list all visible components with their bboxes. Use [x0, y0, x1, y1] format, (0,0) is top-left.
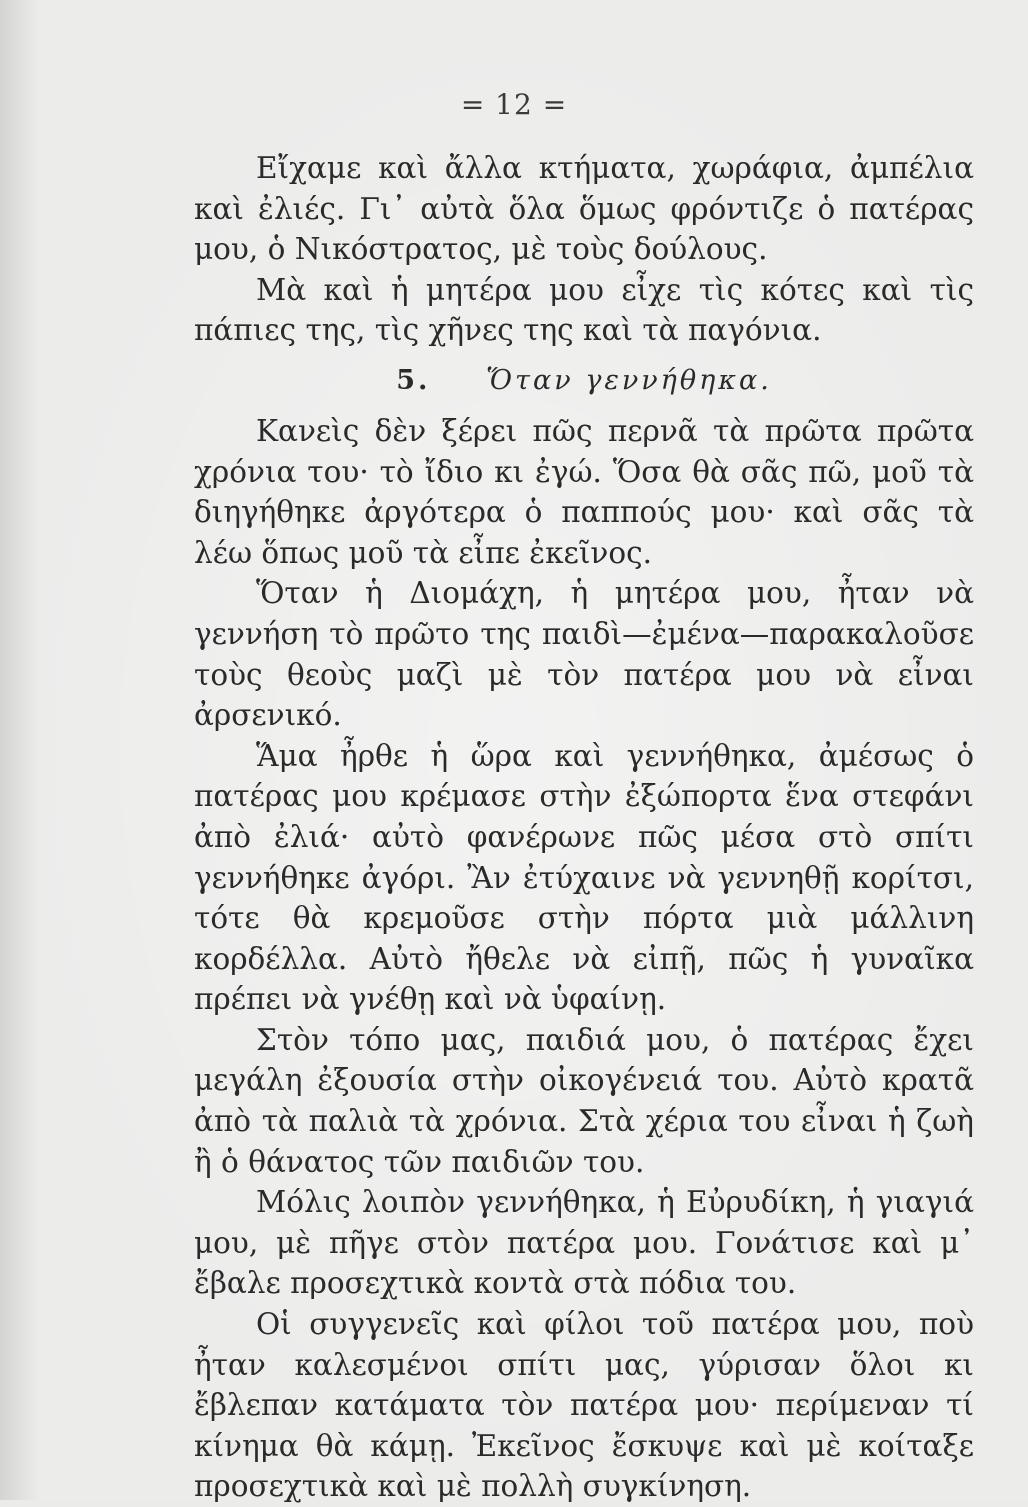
paragraph: Οἱ συγγενεῖς καὶ φίλοι τοῦ πατέρα μου, ποὺ ἦταν καλεσμένοι σπίτι μας, γύρισαν ὅλοι κι ἔβλεπαν κατάματα τὸν πατέρα μου· περίμεναν τί κίνημα θὰ κάμῃ. Ἐκεῖνος ἔσκυψε καὶ μὲ κοίταξε προσεχτικὰ καὶ μὲ πολλὴ συγκίνηση.: [194, 1307, 974, 1504]
section-number: 5.: [396, 364, 431, 396]
paragraph: Εἴχαμε καὶ ἄλλα κτήματα, χωράφια, ἀμπέλια καὶ ἐλιές. Γι᾽ αὐτὰ ὅλα ὅμως φρόντιζε ὁ πατέρας μου, ὁ Νικόστρατος, μὲ τοὺς δούλους.: [194, 151, 974, 267]
page-number: = 12 =: [460, 88, 568, 121]
paragraph: Στὸν τόπο μας, παιδιά μου, ὁ πατέρας ἔχει μεγάλη ἐξουσία στὴν οἰκογένειά του. Αὐτὸ κρατᾶ ἀπὸ τὰ παλιὰ τὰ χρόνια. Στὰ χέρια του εἶναι ἡ ζωὴ ἢ ὁ θάνατος τῶν παιδιῶν του.: [194, 1022, 974, 1179]
section-heading: [194, 365, 974, 397]
paragraph: Μόλις λοιπὸν γεννήθηκα, ἡ Εὐρυδίκη, ἡ γιαγιά μου, μὲ πῆγε στὸν πατέρα μου. Γονάτισε καὶ μ᾽ ἔβαλε προσεχτικὰ κοντὰ στὰ πόδια του.: [194, 1185, 974, 1301]
paragraph: Κανεὶς δὲν ξέρει πῶς περνᾶ τὰ πρῶτα πρῶτα χρόνια του· τὸ ἴδιο κι ἐγώ. Ὅσα θὰ σᾶς πῶ, μοῦ τὰ διηγήθηκε ἀργότερα ὁ παππούς μου· καὶ σᾶς τὰ λέω ὅπως μοῦ τὰ εἶπε ἐκεῖνος.: [194, 413, 974, 570]
paragraph: Ὅταν ἡ Διομάχη, ἡ μητέρα μου, ἦταν νὰ γεννήση τὸ πρῶτο της παιδὶ—ἐμένα—παρακαλοῦσε τοὺς θεοὺς μαζὶ μὲ τὸν πατέρα μου νὰ εἶναι ἀρσενικό.: [194, 576, 974, 733]
body-text: [194, 148, 974, 1507]
section-title: Ὅταν γεννήθηκα.: [486, 364, 772, 396]
page-edge-shadow: [0, 0, 40, 1500]
paragraph: Μὰ καὶ ἡ μητέρα μου εἶχε τὶς κότες καὶ τὶς πάπιες της, τὶς χῆνες της καὶ τὰ παγόνια.: [194, 272, 974, 348]
paragraph: Ἅμα ἦρθε ἡ ὥρα καὶ γεννήθηκα, ἀμέσως ὁ πατέρας μου κρέμασε στὴν ἐξώπορτα ἕνα στεφάνι ἀπὸ ἐλιά· αὐτὸ φανέρωνε πῶς μέσα στὸ σπίτι γεννήθηκε ἀγόρι. Ἂν ἐτύχαινε νὰ γεννηθῇ κορίτσι, τότε θὰ κρεμοῦσε στὴν πόρτα μιὰ μάλλινη κορδέλλα. Αὐτὸ ἤθελε νὰ εἰπῇ, πῶς ἡ γυναῖκα πρέπει νὰ γνέθῃ καὶ νὰ ὑφαίνῃ.: [194, 738, 974, 1017]
